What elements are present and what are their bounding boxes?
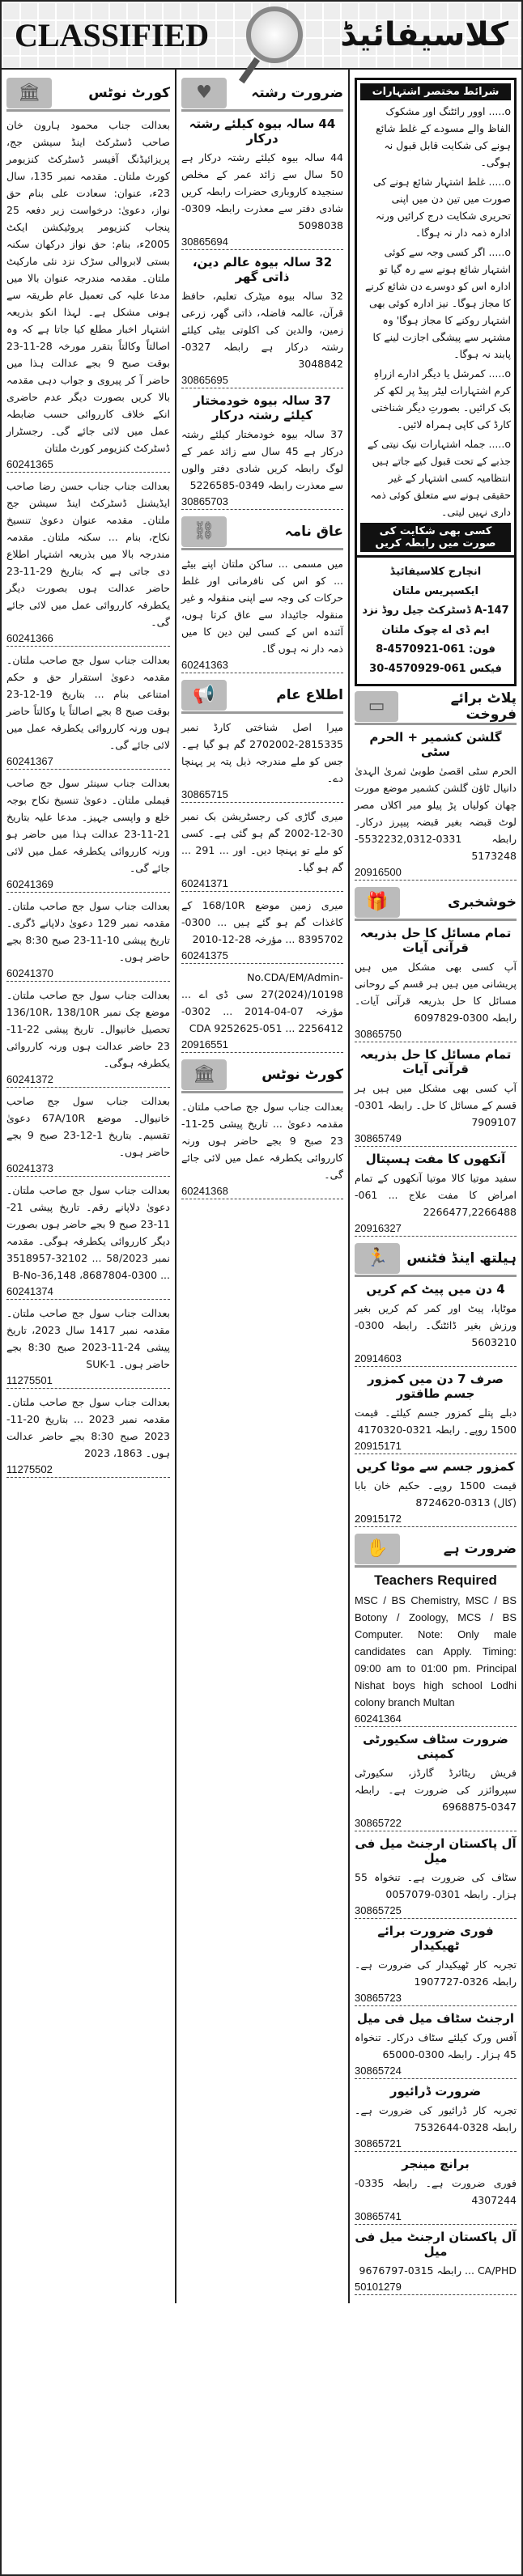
ad-heading: 32 سالہ بیوہ عالم دین، ذاتی گھر bbox=[192, 255, 333, 284]
ad-reference-number: 30865703 bbox=[181, 495, 343, 510]
ad-body: تجربہ کار ٹھیکیدار کی ضرورت ہے۔ رابطہ 0326-1907727 bbox=[355, 1959, 517, 1988]
gift-icon: 🎁 bbox=[355, 887, 400, 918]
section-title: پلاٹ برائے فروخت bbox=[450, 690, 517, 723]
ad-heading: آل پاکستان ارجنٹ میل فی میل bbox=[355, 2230, 517, 2259]
ad-reference-number: 30865725 bbox=[355, 1904, 517, 1919]
ad-reference-number: 60241369 bbox=[6, 878, 170, 893]
ad-body: تجربہ کار ڈرائیور کی ضرورت ہے۔ رابطہ 0328-7532644 bbox=[355, 2104, 517, 2133]
ad-body: 44 سالہ بیوہ کیلئے رشتہ درکار ہے 50 سال سے زائد عمر کے مخلص سنجیدہ کاروباری حضرات رابطہ کریں شادی دفتر سے معذرت رابطہ 0309-5098038 bbox=[181, 151, 343, 231]
ad-reference-number: 30865715 bbox=[181, 788, 343, 803]
ad-body: بعدالت جناب سینئر سول جج صاحب فیملی ملتان۔ دعویٰ تنسیخ نکاح بوجہ خلع و واپسی جہیز۔ مدعا علیہ بتاریخ 21-11-23 عدالت ہذا میں حاضر ہو ورنہ کارروائی یکطرفہ عمل میں لائی جائے گی۔ bbox=[6, 777, 170, 874]
section-title: عاق نامہ bbox=[284, 524, 343, 540]
ad-body: میں مسمی ... ساکن ملتان اپنے بیٹے ... کو اس کی نافرمانی اور غلط حرکات کی وجہ سے اپنی منقولہ و غیر منقولہ جائیداد سے عاق کرتا ہوں، آئندہ اس کے کسی لین دین کا میں ذمہ دار نہ ہوں گا۔ bbox=[181, 558, 343, 655]
ad-body: بعدالت جناب سول جج صاحب ملتان۔ مقدمہ دعویٰ ... تاریخ پیشی 25-11-23 صبح 9 بجے حاضر ہوں ورنہ کارروائی یکطرفہ عمل میں لائی جائے گی۔ bbox=[181, 1101, 343, 1181]
section-title: ضرورت ہے bbox=[443, 1541, 517, 1557]
columns bbox=[2, 70, 521, 2303]
rule-item: o..... اگر کسی وجہ سے کوئی اشتہار شائع ہونے سے رہ گیا تو ادارہ اس کو دوسرے دن شائع کرنے کا مجاز ہوگا۔ نیز ادارہ کوئی بھی اشتہار روکنے کا مجاز ہوگا' وہ مشتہر سے پیشگی اجازت لینے کا پابند نہ ہوگا۔ bbox=[365, 246, 511, 360]
classified-ad bbox=[355, 1572, 517, 1727]
section-header bbox=[355, 1532, 517, 1568]
section-header bbox=[355, 690, 517, 725]
office-box bbox=[355, 558, 517, 686]
section-title: خوشخبری bbox=[448, 893, 517, 910]
section-header bbox=[6, 76, 170, 112]
ad-body: بعدالت جناب سول جج صاحب ملتان۔ مقدمہ نمبر 2023 ... بتاریخ 20-11-2023 صبح 8:30 بجے حاضر عدالت ہوں۔ 1863، 2023 bbox=[6, 1396, 171, 1459]
ad-reference-number: 60241370 bbox=[6, 967, 170, 982]
classified-ad bbox=[6, 987, 170, 1088]
ad-heading: کمزور جسم سے موٹا کریں bbox=[356, 1459, 515, 1474]
ad-heading: فوری ضرورت برائے ٹھیکیدار bbox=[377, 1924, 494, 1953]
classified-ad bbox=[355, 1282, 517, 1367]
classified-ad bbox=[355, 730, 517, 881]
classified-ad bbox=[181, 897, 343, 964]
couple-icon: ♥ bbox=[181, 78, 227, 108]
ad-reference-number: 50101279 bbox=[355, 2281, 517, 2295]
ad-body: بعدالت جناب سول جج صاحب ملتان۔ موضع چک نمبر 136/10R، 138/10R تحصیل خانیوال۔ تاریخ پیشی 22-11-23 حاضر عدالت ہوں ورنہ کارروائی یکطرفہ ہوگی۔ bbox=[6, 989, 170, 1069]
ad-reference-number: 60241372 bbox=[6, 1073, 170, 1088]
hands-icon: ✋ bbox=[355, 1534, 400, 1564]
chain-icon: ⛓ bbox=[181, 516, 227, 547]
section-header bbox=[181, 76, 343, 112]
ad-body: موٹاپا، پیٹ اور کمر کم کریں بغیر ورزش بغیر ڈائٹنگ۔ رابطہ 0300-5603210 bbox=[355, 1302, 517, 1348]
ad-body: میری گاڑی کی رجسٹریشن بک نمبر 30-12-2002 گم ہو گئی ہے۔ کسی کو ملے تو پہنچا دیں۔ اور ... 291 ... گم ہو گیا۔ bbox=[181, 810, 343, 873]
ad-reference-number: 30865695 bbox=[181, 374, 343, 388]
ad-reference-number: 30865722 bbox=[355, 1817, 517, 1831]
ad-reference-number: 60241365 bbox=[6, 458, 170, 473]
ad-reference-number: 20914603 bbox=[355, 1352, 517, 1367]
classified-ad bbox=[355, 1732, 517, 1831]
ad-body: فریش ریٹائرڈ گارڈز، سکیورٹی سپروائزر کی ضرورت ہے۔ رابطہ 0347-6968875 bbox=[355, 1767, 517, 1813]
classified-ad bbox=[355, 1152, 517, 1237]
column-right bbox=[348, 70, 521, 2303]
classified-ad bbox=[355, 1836, 517, 1919]
masthead bbox=[2, 2, 521, 70]
ad-body: فوری ضرورت ہے۔ رابطہ 0335-4307244 bbox=[355, 2177, 517, 2206]
section-header bbox=[181, 515, 343, 550]
ad-body: میرا اصل شناختی کارڈ نمبر 2815335-2702002 گم ہو گیا ہے۔ جس کو ملے مندرجہ ذیل پتہ پر پہنچا دے۔ bbox=[181, 721, 343, 784]
section-header bbox=[181, 1058, 343, 1093]
classified-ad bbox=[181, 1098, 343, 1199]
ad-body: MSC / BS Chemistry, MSC / BS Botony / Zoology, MCS / BS Computer. Note: Only male candidates can Apply. Timing: 09:00 am to 01:00 pm. Principal Nishat boys high school Lodhi colony branch Multan bbox=[355, 1594, 517, 1708]
ad-reference-number: 30865721 bbox=[355, 2137, 517, 2152]
ad-heading: 37 سالہ بیوہ خودمختار کیلئے رشتہ درکار bbox=[193, 393, 331, 422]
masthead-title-en: CLASSIFIED bbox=[15, 16, 210, 53]
ad-reference-number: 30865723 bbox=[355, 1992, 517, 2006]
ad-reference-number: 60241363 bbox=[181, 659, 343, 673]
ad-heading: ضرورت سٹاف سکیورٹی کمپنی bbox=[363, 1732, 508, 1761]
classified-ad bbox=[6, 1394, 170, 1478]
classified-ad bbox=[181, 555, 343, 673]
ad-reference-number: 30865749 bbox=[355, 1132, 517, 1147]
ad-reference-number: 30865694 bbox=[181, 236, 343, 250]
rule-item: o..... جملہ اشتہارات نیک نیتی کے جذبے کے تحت قبول کیے جاتے ہیں انتظامیہ کسی اشتہار کے غیر حقیقی ہونے سے متعلق کوئی ذمہ داری نہیں لیتی۔ bbox=[367, 438, 511, 518]
ad-reference-number: 30865724 bbox=[355, 2065, 517, 2079]
section-title: ضرورت رشتہ bbox=[251, 85, 343, 101]
ad-reference-number: 20915172 bbox=[355, 1513, 517, 1527]
ad-heading: 4 دن میں پیٹ کم کریں bbox=[366, 1282, 505, 1296]
ad-heading: ارجنٹ سٹاف میل فی میل bbox=[356, 2011, 514, 2026]
ad-body: میری زمین موضع 168/10R کے کاغذات گم ہو گئے ہیں ... 0300-8395702 ... مؤرخہ 28-12-2010 bbox=[181, 899, 343, 945]
rules-list bbox=[360, 103, 511, 520]
ad-body: بعدالت جناب محمود ہارون خان صاحب ڈسٹرکٹ اینڈ سیشن جج، پریزائیڈنگ آفیسر ڈسٹرکٹ کنزیومر کورٹ ملتان۔ مقدمہ نمبر 135، سال 23ء، عنوان: سعادت علی بنام حق نواز، دعویٰ: درخواست زیر دفعہ 25 پنجاب کنزیومر پروٹیکشن ایکٹ 2005ء، بنام: حق نواز درکھان سکنہ بستی لابروالی سڑک نزد نئی مارکیٹ ملتان۔ مقدمہ مندرجہ عنوان بالا میں مدعا علیہ کی تعمیل عام طریقہ سے ہونی مشکل ہے۔ لہذا انکو بذریعہ اشتہار اخبار مطلع کیا جاتا ہے کہ وہ اصالتاً وکالتاً بتقرر مورخہ 28-11-23 بوقت صبح 9 بجے عدالت ہذا میں حاضر آ کر پیروی و جواب دہی مقدمہ بالا کریں بصورت دیگر عدم حاضری انکے خلاف کارروائی حسب ضابطہ عمل میں لائی جائے گی۔ رجسٹرار ڈسٹرکٹ کنزیومر کورٹ ملتان bbox=[6, 119, 171, 454]
ad-body: آفس ورک کیلئے سٹاف درکار۔ تنخواہ 45 ہزار۔ رابطہ 0300-65000 bbox=[355, 2031, 517, 2060]
section-header bbox=[355, 885, 517, 921]
classified-ad bbox=[181, 393, 343, 510]
ad-body: No.CDA/EM/Admin-27(2024)/10198 سی ڈی اے ... مؤرخہ 07-04-2014 ... 0302-2256412 ... 051-9252625 CDA bbox=[181, 971, 344, 1034]
ad-body: بعدالت جناب سول جج صاحب ملتان۔ مقدمہ دعویٰ استقرار حق و حکم امتناعی بنام ... بتاریخ 19-12-23 بوقت صبح 8 بجے اصالتاً یا وکالتاً حاضر ہوں ورنہ کارروائی یکطرفہ عمل میں لائی جائے گی۔ bbox=[6, 654, 171, 751]
classified-ad bbox=[181, 808, 343, 892]
ad-heading: آل پاکستان ارجنٹ میل فی میل bbox=[355, 1836, 517, 1865]
ad-heading: ضرورت ڈرائیور bbox=[389, 2084, 482, 2099]
rule-item: o..... اوور رائٹنگ اور مشکوک الفاظ والے مسودے کے غلط شائع ہونے کی شکایت قابل قبول نہ ہوگی۔ bbox=[376, 105, 511, 168]
ad-reference-number: 60241373 bbox=[6, 1162, 170, 1177]
classified-ad bbox=[355, 926, 517, 1042]
column-left bbox=[2, 70, 175, 2303]
column-middle bbox=[175, 70, 348, 2303]
ad-body: CA/PHD ... رابطہ 0315-9676797 bbox=[359, 2264, 517, 2277]
classified-ad bbox=[6, 898, 170, 982]
classified-ad bbox=[355, 1047, 517, 1147]
ad-reference-number: 11275502 bbox=[6, 1463, 170, 1478]
announcement-icon: 📢 bbox=[181, 680, 227, 711]
ad-body: قیمت 1500 روپے۔ حکیم خان بابا (کال) 0313-8724620 bbox=[355, 1479, 517, 1509]
ad-reference-number: 20915171 bbox=[355, 1440, 517, 1454]
ad-body: بعدالت جناب جناب حسن رضا صاحب ایڈیشنل ڈسٹرکٹ اینڈ سیشن جج ملتان۔ مقدمہ عنوان دعویٰ تنسیخ نکاح، بنام ... سکنہ ملتان۔ مقدمہ مندرجہ بالا میں بذریعہ اشتہار اطلاع دی جاتی ہے کہ بتاریخ 29-11-23 حاضر عدالت ہوں بصورت دیگر یکطرفہ کارروائی عمل میں لائی جائے گی۔ bbox=[6, 480, 170, 628]
rule-item: o..... غلط اشتہار شائع ہونے کی صورت میں تین دن میں اپنی تحریری شکایت درج کرائیں ورنہ ادارہ ذمہ دار نہ ہوگا۔ bbox=[372, 176, 511, 239]
section-header bbox=[181, 678, 343, 714]
ad-body: بعدالت جناب سول جج صاحب ملتان۔ دعویٰ دلاپانے رقم۔ تاریخ پیشی 21-11-23 صبح 9 بجے حاضر ہوں بصورت دیگر کارروائی یکطرفہ ہوگی۔ مقدمہ نمبر 58/2023 ... 32102-3518957 ... 0300-8687804، 148,B-No-36 bbox=[6, 1184, 170, 1281]
ad-reference-number: 20916551 bbox=[181, 1038, 343, 1053]
court-icon: 🏛 bbox=[181, 1059, 227, 1090]
classified-ad bbox=[6, 117, 170, 473]
ad-heading: برانچ مینجر bbox=[402, 2157, 470, 2171]
rules-footer: کسی بھی شکایت کی صورت میں رابطہ کریں bbox=[360, 523, 511, 552]
classified-ad bbox=[6, 477, 170, 647]
ad-body: بعدالت جناب سول جج صاحب خانیوال۔ موضع 67A/10R دعویٰ تقسیم۔ بتاریخ 1-12-23 صبح 9 بجے حاضر ہوں۔ bbox=[6, 1095, 170, 1158]
plot-icon: ▭ bbox=[355, 691, 398, 722]
ad-rules-box bbox=[355, 78, 517, 558]
ad-body: آپ کسی بھی مشکل میں ہیں پریشانی میں ہیں ہر قسم کے روحانی مسائل کا حل بذریعہ قرآنی آیات۔ رابطہ 0300-6097829 bbox=[355, 961, 517, 1024]
ad-body: دبلے پتلے کمزور جسم کیلئے۔ قیمت 1500 روپے۔ رابطہ 0321-4170320 bbox=[355, 1407, 517, 1436]
ad-heading: Teachers Required bbox=[374, 1572, 497, 1588]
section-title: ہیلتھ اینڈ فٹنس bbox=[406, 1250, 517, 1267]
ad-reference-number: 60241371 bbox=[181, 877, 343, 892]
ad-body: بعدالت جناب سول جج صاحب ملتان۔ مقدمہ نمبر 1417 سال 2023، تاریخ پیشی 24-11-2023 صبح 8:30 بجے حاضر ہوں۔ SUK-1 bbox=[6, 1307, 171, 1370]
ad-reference-number: 11275501 bbox=[6, 1374, 170, 1389]
classified-ad bbox=[181, 719, 343, 803]
court-icon: 🏛 bbox=[6, 78, 52, 108]
section-title: اطلاع عام bbox=[276, 686, 343, 703]
classified-ad bbox=[6, 774, 170, 893]
office-name: انچارج کلاسیفائیڈ ایکسپریس ملتان bbox=[389, 566, 482, 597]
classified-ad bbox=[355, 2230, 517, 2295]
ad-heading: تمام مسائل کا حل بذریعہ قرآنی آیات bbox=[359, 926, 512, 955]
section-header bbox=[355, 1241, 517, 1277]
classified-ad bbox=[355, 1924, 517, 2006]
ad-reference-number: 60241367 bbox=[6, 755, 170, 770]
classified-ad bbox=[181, 117, 343, 250]
fitness-icon: 🏃 bbox=[355, 1243, 400, 1274]
classified-ad bbox=[181, 255, 343, 388]
classified-ad bbox=[181, 969, 343, 1053]
classified-ad bbox=[6, 1182, 170, 1300]
ad-reference-number: 60241364 bbox=[355, 1712, 517, 1727]
ad-body: 32 سالہ بیوہ میٹرک تعلیم، حافظ قرآن، عالمہ فاضلہ، ذاتی گھر، زرعی زمین، والدین کی اکلوتی بیٹی کیلئے رشتہ درکار ہے رابطہ 0327-3048842 bbox=[181, 290, 343, 370]
rules-title: شرائط مختصر اشتہارات bbox=[360, 83, 511, 100]
ad-heading: تمام مسائل کا حل بذریعہ قرآنی آیات bbox=[359, 1047, 512, 1076]
ad-body: بعدالت جناب سول جج صاحب ملتان۔ مقدمہ نمبر 129 دعویٰ دلاپانے ڈگری۔ تاریخ پیشی 10-11-23 صبح 8:30 بجے حاضر ہوں۔ bbox=[6, 900, 171, 963]
ad-heading: صرف 7 دن میں کمزور جسم طاقتور bbox=[367, 1372, 504, 1401]
ad-reference-number: 60241368 bbox=[181, 1185, 343, 1199]
ad-reference-number: 20916327 bbox=[355, 1222, 517, 1237]
classified-ad bbox=[6, 1093, 170, 1177]
classified-ad bbox=[355, 1372, 517, 1454]
ad-body: الحرم سٹی اقصیٰ طوبیٰ ثمریٰ الہدیٰ دانیال ٹاؤن گلشن کشمیر موضع مورت چھان کولیاں پڑ پیلو میر اکلاں مصر لوٹ قبضہ بغیر قبضہ پیپرز درکار۔ رابطہ 0331-5532232,0312-5173248 bbox=[355, 765, 517, 862]
ad-body: 37 سالہ بیوہ خودمختار کیلئے رشتہ درکار ہے 45 سال سے زائد عمر کے لوگ رابطہ کریں شادی دفتر والوں سے معذرت رابطہ 0349-5226585 bbox=[181, 428, 343, 491]
magnifier-icon bbox=[246, 6, 303, 63]
ad-heading: 44 سالہ بیوہ کیلئے رشتہ درکار bbox=[189, 117, 336, 146]
classified-ad bbox=[6, 1305, 170, 1389]
classified-ad bbox=[6, 651, 170, 770]
ad-reference-number: 20916500 bbox=[355, 866, 517, 881]
office-phone: فون: 061-4570921-8 فیکس 061-4570929-30 bbox=[369, 643, 502, 675]
ad-reference-number: 60241375 bbox=[181, 949, 343, 964]
ad-reference-number: 60241366 bbox=[6, 632, 170, 647]
classified-ad bbox=[355, 1459, 517, 1527]
classified-ad bbox=[355, 2157, 517, 2225]
ad-body: آپ کسی بھی مشکل میں ہیں ہر قسم کے مسائل کا حل۔ رابطہ 0301-7909107 bbox=[355, 1082, 517, 1128]
rule-item: o..... کمرشل یا دیگر ادارے ازراہِ کرم اشتہارات لیٹر پیڈ پر لکھ کر بک کرائیں۔ بصورتِ دیگر شناختی کارڈ کی کاپی ہمراہ لائیں۔ bbox=[371, 367, 511, 431]
classified-ad bbox=[355, 2011, 517, 2079]
ad-body: سفید موتیا کالا موتیا آنکھوں کے تمام امراض کا مفت علاج ... 061-2266477,2266488 bbox=[355, 1172, 517, 1218]
ad-heading: آنکھوں کا مفت ہسپتال bbox=[365, 1152, 506, 1166]
ad-body: سٹاف کی ضرورت ہے۔ تنخواہ 55 ہزار۔ رابطہ 0301-0057079 bbox=[355, 1871, 517, 1900]
ad-reference-number: 60241374 bbox=[6, 1285, 170, 1300]
classified-ad bbox=[355, 2084, 517, 2152]
ad-heading: گلشن کشمیر + الحرم سٹی bbox=[369, 730, 502, 759]
office-address: 147-A ڈسٹرکٹ جیل روڈ نزد ایم ڈی اے چوک ملتان bbox=[362, 605, 509, 636]
ad-reference-number: 30865741 bbox=[355, 2210, 517, 2225]
masthead-title-ur: کلاسیفائیڈ bbox=[340, 16, 508, 53]
section-title: کورٹ نوٹس bbox=[88, 84, 170, 101]
ad-reference-number: 30865750 bbox=[355, 1028, 517, 1042]
section-title: کورٹ نوٹس bbox=[262, 1066, 343, 1083]
